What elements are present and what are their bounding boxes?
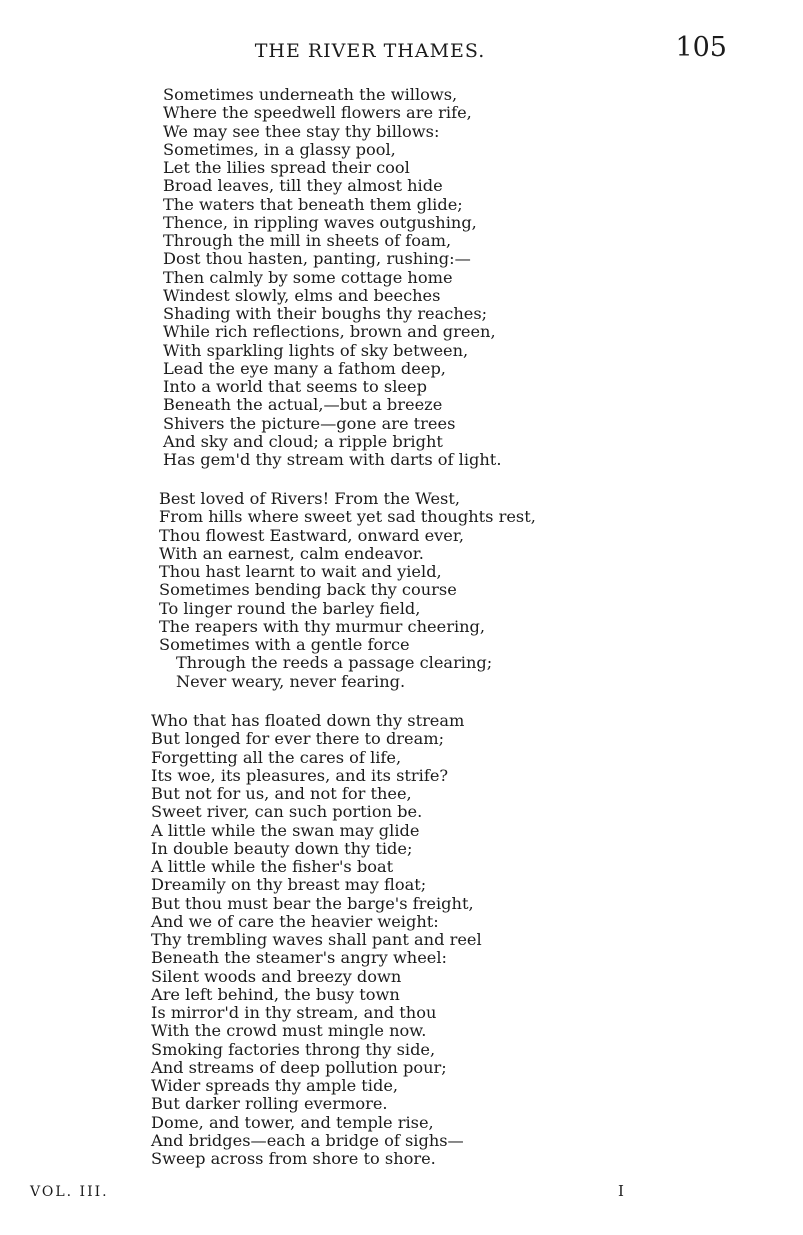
poem-line: And sky and cloud; a ripple bright (163, 431, 443, 451)
poem-line: Dome, and tower, and temple rise, (151, 1112, 434, 1132)
poem-line: Are left behind, the busy town (151, 984, 400, 1004)
poem-line: And streams of deep pollution pour; (151, 1057, 447, 1077)
poem-line: Sweep across from shore to shore. (151, 1149, 436, 1168)
poem-line: Dreamily on thy breast may float; (151, 875, 427, 895)
poem-line: With an earnest, calm endeavor. (159, 543, 424, 563)
poem-line: Is mirror'd in thy stream, and thou (151, 1003, 437, 1022)
poem-line: Silent woods and breezy down (151, 966, 402, 986)
poem-line: Thou hast learnt to wait and yield, (159, 562, 442, 581)
poem-line: Into a world that seems to sleep (163, 377, 427, 396)
poem-line: Dost thou hasten, panting, rushing:— (163, 249, 471, 269)
poem-line: From hills where sweet yet sad thoughts rest, (159, 507, 536, 527)
volume-label: VOL. III. (30, 1184, 109, 1200)
poem-line: Windest slowly, elms and beeches (163, 285, 441, 305)
poem-stanza (159, 490, 536, 691)
poem-line: But longed for ever there to dream; (151, 729, 445, 749)
poem-line: With the crowd must mingle now. (151, 1021, 427, 1041)
poem-line: A little while the swan may glide (151, 820, 420, 840)
page-number: 105 (675, 32, 727, 63)
poem-line: Sometimes, in a glassy pool, (163, 139, 396, 159)
poem-line: Lead the eye many a fathom deep, (163, 358, 446, 378)
poem-line: But darker rolling evermore. (151, 1094, 388, 1114)
signature-mark: I (618, 1182, 624, 1200)
poem-line: Through the mill in sheets of foam, (163, 231, 452, 250)
poem-line: Smoking factories throng thy side, (151, 1039, 436, 1059)
running-header: THE RIVER THAMES. (254, 40, 486, 62)
poem-line: The waters that beneath them glide; (163, 194, 463, 214)
poem-line: The reapers with thy murmur cheering, (159, 616, 486, 636)
poem-line: Thy trembling waves shall pant and reel (151, 930, 482, 949)
poem-line: Beneath the steamer's angry wheel: (151, 948, 448, 968)
poem-line: In double beauty down thy tide; (151, 838, 413, 858)
poem-line: A little while the fisher's boat (151, 857, 394, 876)
poem-line: Where the speedwell flowers are rife, (163, 103, 472, 123)
poem-line: Broad leaves, till they almost hide (163, 176, 443, 196)
poem-line: While rich reflections, brown and green, (163, 322, 496, 342)
poem-line: Who that has floated down thy stream (151, 711, 465, 730)
poem-line: With sparkling lights of sky between, (163, 340, 469, 360)
poem-line: But thou must bear the barge's freight, (151, 893, 474, 913)
poem-line: Thou flowest Eastward, onward ever, (159, 525, 464, 545)
poem-line: Thence, in rippling waves outgushing, (163, 212, 477, 232)
poem-line: Sometimes with a gentle force (159, 635, 410, 654)
poem-line: We may see thee stay thy billows: (163, 121, 440, 141)
poem-line: Its woe, its pleasures, and its strife? (151, 765, 449, 785)
poem-stanza (163, 86, 501, 469)
poem-stanza (151, 712, 482, 1168)
poem-line: Shading with their boughs thy reaches; (163, 304, 488, 323)
poem-line: Shivers the picture—gone are trees (163, 413, 456, 433)
poem-line: And we of care the heavier weight: (151, 911, 439, 931)
poem-line: Through the reeds a passage clearing; (176, 653, 493, 673)
poem-line: Forgetting all the cares of life, (151, 747, 402, 767)
poem-line: Wider spreads thy ample tide, (151, 1076, 399, 1095)
poem-line: Best loved of Rivers! From the West, (159, 489, 460, 508)
poem-line: Sometimes bending back thy course (159, 580, 457, 600)
poem-line: To linger round the barley field, (159, 598, 421, 618)
poem-line: But not for us, and not for thee, (151, 784, 412, 803)
poem-line: Never weary, never fearing. (176, 671, 406, 691)
poem-line: Let the lilies spread their cool (163, 158, 410, 177)
poem-line: Sweet river, can such portion be. (151, 802, 423, 822)
poem-line: Beneath the actual,—but a breeze (163, 395, 443, 415)
poem-line: Sometimes underneath the willows, (163, 85, 458, 104)
poem-line: Then calmly by some cottage home (163, 267, 453, 287)
poem-line: And bridges—each a bridge of sighs— (151, 1130, 464, 1150)
poem-line: Has gem'd thy stream with darts of light. (163, 450, 502, 469)
